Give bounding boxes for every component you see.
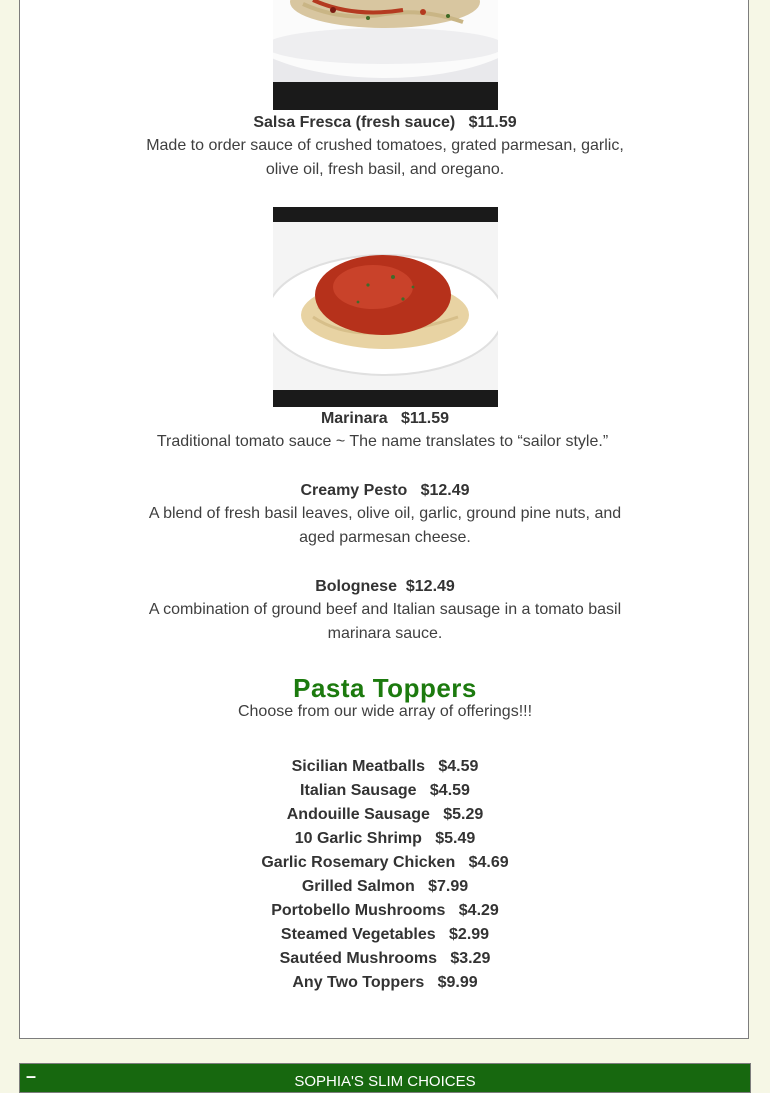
collapse-toggle-icon[interactable]: – bbox=[26, 1066, 37, 1086]
topper-item: 10 Garlic Shrimp $5.49 bbox=[294, 830, 476, 847]
dish-title-bolognese: Bolognese $12.49 bbox=[315, 578, 455, 595]
dish-title-creamy-pesto: Creamy Pesto $12.49 bbox=[300, 482, 470, 499]
topper-item: Steamed Vegetables $2.99 bbox=[280, 926, 490, 943]
dish-title-marinara: Marinara $11.59 bbox=[320, 410, 450, 427]
section-subtitle-pasta-toppers: Choose from our wide array of offerings!!! bbox=[237, 703, 533, 720]
topper-item: Italian Sausage $4.59 bbox=[300, 782, 470, 799]
section-title-pasta-toppers: Pasta Toppers bbox=[293, 673, 477, 703]
topper-item: Sautéed Mushrooms $3.29 bbox=[279, 950, 491, 967]
accordion-label: SOPHIA'S SLIM CHOICES bbox=[294, 1073, 476, 1090]
dish-desc-bolognese: A combination of ground beef and Italian sausage in a tomato basil marinara sauce. bbox=[148, 601, 622, 642]
dish-desc-marinara: Traditional tomato sauce ~ The name translates to “sailor style.” bbox=[156, 433, 609, 450]
dish-desc-creamy-pesto: A blend of fresh basil leaves, olive oil, garlic, ground pine nuts, and aged parmesan cheese. bbox=[148, 505, 622, 546]
dish-title-salsa-fresca: Salsa Fresca (fresh sauce) $11.59 bbox=[253, 114, 517, 131]
dish-desc-salsa-fresca: Made to order sauce of crushed tomatoes, grated parmesan, garlic, olive oil, fresh basil, and oregano. bbox=[146, 137, 624, 178]
topper-item: Grilled Salmon $7.99 bbox=[301, 878, 469, 895]
marinara-image bbox=[273, 207, 498, 407]
topper-item: Any Two Toppers $9.99 bbox=[292, 974, 478, 991]
topper-item: Andouille Sausage $5.29 bbox=[286, 806, 484, 823]
topper-item: Portobello Mushrooms $4.29 bbox=[271, 902, 499, 919]
topper-item: Sicilian Meatballs $4.59 bbox=[291, 758, 479, 775]
topper-item: Garlic Rosemary Chicken $4.69 bbox=[261, 854, 509, 871]
salsa-fresca-image bbox=[273, 0, 498, 110]
